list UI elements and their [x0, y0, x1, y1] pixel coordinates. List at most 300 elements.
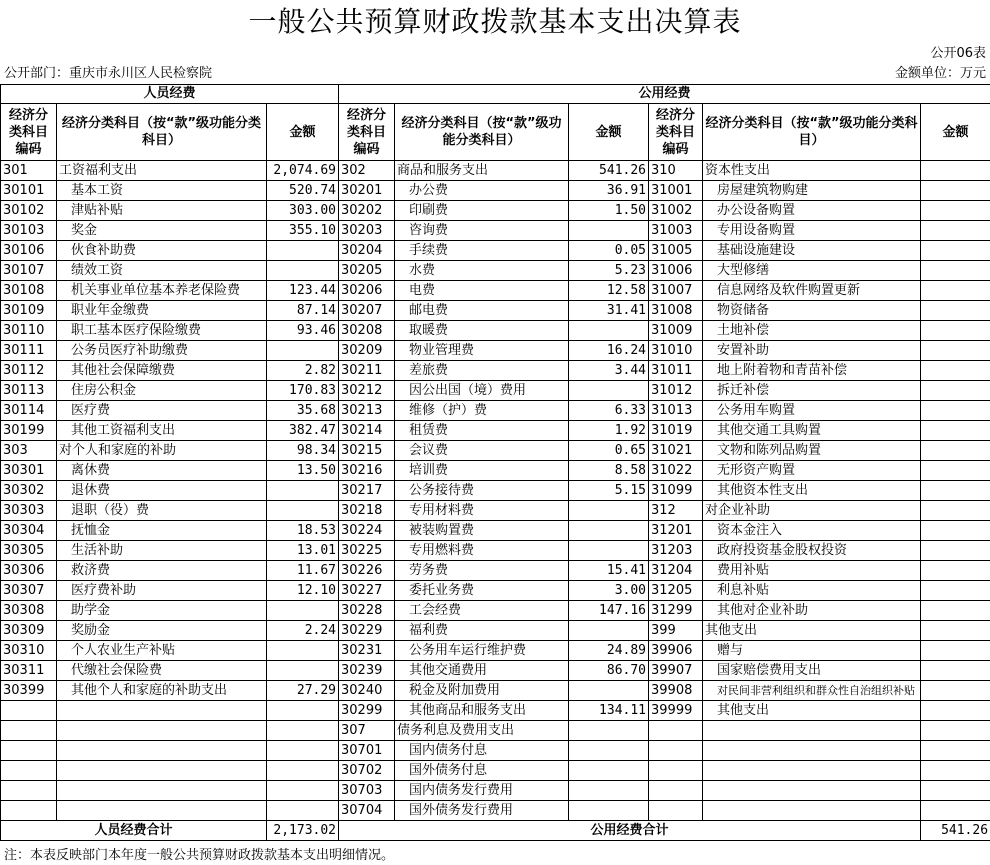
table-row — [1, 421, 990, 441]
code-cell — [649, 761, 703, 781]
code-cell: 31009 — [649, 321, 703, 341]
amount-header: 金额 — [569, 104, 649, 161]
code-cell: 30239 — [339, 661, 395, 681]
item-name-cell: 退职（役）费 — [57, 501, 267, 521]
amount-cell — [921, 341, 990, 361]
item-name-cell: 其他交通工具购置 — [703, 421, 921, 441]
code-cell: 30702 — [339, 761, 395, 781]
code-cell: 30308 — [1, 601, 57, 621]
amount-cell — [921, 561, 990, 581]
item-name-cell: 离休费 — [57, 461, 267, 481]
code-cell: 31299 — [649, 601, 703, 621]
amount-cell: 134.11 — [569, 701, 649, 721]
amount-cell: 16.24 — [569, 341, 649, 361]
amount-cell — [921, 501, 990, 521]
amount-cell — [921, 701, 990, 721]
code-cell: 31204 — [649, 561, 703, 581]
table-row — [1, 581, 990, 601]
code-cell: 39906 — [649, 641, 703, 661]
code-cell: 30240 — [339, 681, 395, 701]
code-cell: 30399 — [1, 681, 57, 701]
code-cell: 302 — [339, 161, 395, 181]
code-header: 经济分类科目编码 — [1, 104, 57, 161]
item-name-cell: 基础设施建设 — [703, 241, 921, 261]
amount-cell: 93.46 — [267, 321, 339, 341]
code-cell — [649, 801, 703, 821]
table-row — [1, 261, 990, 281]
table-number: 公开06表 — [930, 46, 986, 61]
code-cell — [649, 721, 703, 741]
name-header: 经济分类科目（按“款”级功能分类科目） — [703, 104, 921, 161]
amount-cell — [921, 581, 990, 601]
amount-cell — [569, 501, 649, 521]
table-row — [1, 301, 990, 321]
amount-cell — [569, 621, 649, 641]
item-name-cell: 其他商品和服务支出 — [395, 701, 569, 721]
item-name-cell: 国外债务付息 — [395, 761, 569, 781]
item-name-cell — [703, 761, 921, 781]
item-name-cell — [57, 741, 267, 761]
amount-cell: 147.16 — [569, 601, 649, 621]
amount-cell — [921, 301, 990, 321]
code-cell: 31005 — [649, 241, 703, 261]
public-total-value: 541.26 — [921, 821, 990, 841]
item-name-cell: 办公费 — [395, 181, 569, 201]
code-cell: 31001 — [649, 181, 703, 201]
item-name-cell: 其他支出 — [703, 621, 921, 641]
amount-cell — [921, 461, 990, 481]
item-name-cell: 对个人和家庭的补助 — [57, 441, 267, 461]
code-cell: 30103 — [1, 221, 57, 241]
table-row — [1, 661, 990, 681]
amount-cell: 31.41 — [569, 301, 649, 321]
code-cell: 39999 — [649, 701, 703, 721]
code-cell: 30214 — [339, 421, 395, 441]
public-total-label: 公用经费合计 — [339, 821, 921, 841]
amount-cell: 3.44 — [569, 361, 649, 381]
amount-cell: 13.50 — [267, 461, 339, 481]
table-row — [1, 781, 990, 801]
code-cell: 30309 — [1, 621, 57, 641]
amount-cell — [921, 321, 990, 341]
item-name-cell: 公务接待费 — [395, 481, 569, 501]
amount-cell — [267, 801, 339, 821]
code-cell — [1, 741, 57, 761]
amount-cell — [921, 241, 990, 261]
amount-cell — [921, 801, 990, 821]
amount-cell — [267, 241, 339, 261]
amount-cell: 13.01 — [267, 541, 339, 561]
code-cell: 301 — [1, 161, 57, 181]
code-cell — [1, 761, 57, 781]
amount-cell: 27.29 — [267, 681, 339, 701]
code-cell: 31012 — [649, 381, 703, 401]
code-cell: 30306 — [1, 561, 57, 581]
item-name-cell: 奖励金 — [57, 621, 267, 641]
code-cell: 30227 — [339, 581, 395, 601]
amount-cell: 3.00 — [569, 581, 649, 601]
item-name-cell: 其他资本性支出 — [703, 481, 921, 501]
public-section-title: 公用经费 — [339, 85, 990, 104]
table-row — [1, 241, 990, 261]
amount-cell — [921, 761, 990, 781]
item-name-cell — [57, 781, 267, 801]
code-cell: 30112 — [1, 361, 57, 381]
item-name-cell: 拆迁补偿 — [703, 381, 921, 401]
amount-cell — [921, 481, 990, 501]
item-name-cell: 被装购置费 — [395, 521, 569, 541]
amount-cell — [569, 801, 649, 821]
item-name-cell: 伙食补助费 — [57, 241, 267, 261]
table-row — [1, 361, 990, 381]
item-name-cell: 其他支出 — [703, 701, 921, 721]
code-cell: 30108 — [1, 281, 57, 301]
code-cell: 399 — [649, 621, 703, 641]
code-cell: 31019 — [649, 421, 703, 441]
item-name-cell: 因公出国（境）费用 — [395, 381, 569, 401]
code-cell: 30304 — [1, 521, 57, 541]
totals-row — [1, 821, 990, 841]
amount-cell — [921, 641, 990, 661]
table-row — [1, 381, 990, 401]
code-cell: 31006 — [649, 261, 703, 281]
item-name-cell: 国内债务付息 — [395, 741, 569, 761]
item-name-cell — [57, 761, 267, 781]
code-cell: 31007 — [649, 281, 703, 301]
table-row — [1, 621, 990, 641]
table-row — [1, 541, 990, 561]
code-cell: 30218 — [339, 501, 395, 521]
table-row — [1, 761, 990, 781]
code-header: 经济分类科目编码 — [339, 104, 395, 161]
code-cell: 30229 — [339, 621, 395, 641]
code-cell: 30311 — [1, 661, 57, 681]
item-name-cell: 资本性支出 — [703, 161, 921, 181]
code-cell — [649, 741, 703, 761]
amount-cell — [921, 281, 990, 301]
code-cell: 30203 — [339, 221, 395, 241]
code-cell: 30703 — [339, 781, 395, 801]
table-row — [1, 801, 990, 821]
code-cell: 30303 — [1, 501, 57, 521]
item-name-cell: 安置补助 — [703, 341, 921, 361]
item-name-cell — [703, 781, 921, 801]
item-name-cell: 其他个人和家庭的补助支出 — [57, 681, 267, 701]
item-name-cell: 房屋建筑物购建 — [703, 181, 921, 201]
item-name-cell: 地上附着物和青苗补偿 — [703, 361, 921, 381]
item-name-cell: 医疗费 — [57, 401, 267, 421]
item-name-cell: 差旅费 — [395, 361, 569, 381]
amount-cell — [267, 701, 339, 721]
item-name-cell: 电费 — [395, 281, 569, 301]
code-cell: 30202 — [339, 201, 395, 221]
code-cell: 30301 — [1, 461, 57, 481]
amount-cell: 170.83 — [267, 381, 339, 401]
item-name-cell: 土地补偿 — [703, 321, 921, 341]
code-header: 经济分类科目编码 — [649, 104, 703, 161]
personnel-section-title: 人员经费 — [1, 85, 339, 104]
code-cell: 30217 — [339, 481, 395, 501]
amount-cell: 15.41 — [569, 561, 649, 581]
item-name-cell: 会议费 — [395, 441, 569, 461]
amount-cell: 2.82 — [267, 361, 339, 381]
amount-cell: 0.05 — [569, 241, 649, 261]
item-name-cell: 工资福利支出 — [57, 161, 267, 181]
item-name-cell — [703, 741, 921, 761]
item-name-cell: 国内债务发行费用 — [395, 781, 569, 801]
name-header: 经济分类科目（按“款”级功能分类科目） — [57, 104, 267, 161]
item-name-cell: 费用补贴 — [703, 561, 921, 581]
code-cell — [1, 721, 57, 741]
code-cell: 39908 — [649, 681, 703, 701]
amount-cell — [267, 481, 339, 501]
amount-cell: 86.70 — [569, 661, 649, 681]
amount-cell — [921, 221, 990, 241]
code-cell: 31010 — [649, 341, 703, 361]
code-cell: 30208 — [339, 321, 395, 341]
code-cell: 30114 — [1, 401, 57, 421]
item-name-cell: 救济费 — [57, 561, 267, 581]
item-name-cell: 个人农业生产补贴 — [57, 641, 267, 661]
item-name-cell: 赠与 — [703, 641, 921, 661]
footnote: 注：本表反映部门本年度一般公共预算财政拨款基本支出明细情况。 — [4, 848, 395, 863]
item-name-cell: 租赁费 — [395, 421, 569, 441]
amount-cell: 2,074.69 — [267, 161, 339, 181]
table-row — [1, 281, 990, 301]
amount-cell — [267, 641, 339, 661]
code-cell: 30113 — [1, 381, 57, 401]
table-row — [1, 501, 990, 521]
item-name-cell: 国家赔偿费用支出 — [703, 661, 921, 681]
amount-cell — [267, 501, 339, 521]
code-cell: 30305 — [1, 541, 57, 561]
code-cell — [1, 701, 57, 721]
code-cell: 303 — [1, 441, 57, 461]
code-cell: 30228 — [339, 601, 395, 621]
table-row — [1, 641, 990, 661]
code-cell: 30310 — [1, 641, 57, 661]
code-cell: 30307 — [1, 581, 57, 601]
item-name-cell: 专用设备购置 — [703, 221, 921, 241]
table-row — [1, 401, 990, 421]
item-name-cell: 物业管理费 — [395, 341, 569, 361]
code-cell: 30111 — [1, 341, 57, 361]
amount-cell: 5.23 — [569, 261, 649, 281]
amount-cell — [267, 341, 339, 361]
amount-cell: 24.89 — [569, 641, 649, 661]
amount-header: 金额 — [267, 104, 339, 161]
expenditure-table — [0, 84, 990, 841]
amount-cell — [921, 181, 990, 201]
amount-cell: 8.58 — [569, 461, 649, 481]
item-name-cell — [57, 801, 267, 821]
amount-cell: 6.33 — [569, 401, 649, 421]
amount-cell — [921, 781, 990, 801]
code-cell: 30224 — [339, 521, 395, 541]
item-name-cell: 委托业务费 — [395, 581, 569, 601]
code-cell: 30101 — [1, 181, 57, 201]
amount-cell — [267, 741, 339, 761]
item-name-cell: 津贴补贴 — [57, 201, 267, 221]
item-name-cell: 绩效工资 — [57, 261, 267, 281]
item-name-cell: 公务用车运行维护费 — [395, 641, 569, 661]
code-cell: 30211 — [339, 361, 395, 381]
amount-cell — [267, 781, 339, 801]
amount-cell: 382.47 — [267, 421, 339, 441]
code-cell: 31203 — [649, 541, 703, 561]
section-header-row — [1, 85, 990, 104]
amount-cell — [921, 661, 990, 681]
column-header-row — [1, 104, 990, 161]
amount-cell — [569, 541, 649, 561]
code-cell: 31021 — [649, 441, 703, 461]
code-cell: 307 — [339, 721, 395, 741]
code-cell: 31003 — [649, 221, 703, 241]
table-row — [1, 221, 990, 241]
code-cell: 310 — [649, 161, 703, 181]
amount-cell: 303.00 — [267, 201, 339, 221]
amount-cell — [921, 741, 990, 761]
code-cell: 30205 — [339, 261, 395, 281]
table-row — [1, 741, 990, 761]
item-name-cell: 机关事业单位基本养老保险费 — [57, 281, 267, 301]
code-cell — [1, 781, 57, 801]
amount-cell — [569, 721, 649, 741]
item-name-cell: 医疗费补助 — [57, 581, 267, 601]
item-name-cell: 取暖费 — [395, 321, 569, 341]
item-name-cell: 税金及附加费用 — [395, 681, 569, 701]
amount-cell: 1.92 — [569, 421, 649, 441]
item-name-cell: 培训费 — [395, 461, 569, 481]
item-name-cell: 公务用车购置 — [703, 401, 921, 421]
item-name-cell — [703, 801, 921, 821]
item-name-cell: 商品和服务支出 — [395, 161, 569, 181]
amount-cell — [921, 421, 990, 441]
amount-cell: 1.50 — [569, 201, 649, 221]
code-cell: 30215 — [339, 441, 395, 461]
item-name-cell: 其他交通费用 — [395, 661, 569, 681]
code-cell: 31002 — [649, 201, 703, 221]
item-name-cell: 国外债务发行费用 — [395, 801, 569, 821]
code-cell: 30302 — [1, 481, 57, 501]
item-name-cell: 其他对企业补助 — [703, 601, 921, 621]
amount-cell: 36.91 — [569, 181, 649, 201]
table-row — [1, 521, 990, 541]
personnel-total-value: 2,173.02 — [267, 821, 339, 841]
table-row — [1, 681, 990, 701]
amount-cell: 18.53 — [267, 521, 339, 541]
code-cell: 30107 — [1, 261, 57, 281]
item-name-cell: 无形资产购置 — [703, 461, 921, 481]
amount-cell: 87.14 — [267, 301, 339, 321]
amount-cell: 0.65 — [569, 441, 649, 461]
code-cell — [649, 781, 703, 801]
amount-cell: 35.68 — [267, 401, 339, 421]
item-name-cell: 职业年金缴费 — [57, 301, 267, 321]
code-cell: 30106 — [1, 241, 57, 261]
item-name-cell: 专用燃料费 — [395, 541, 569, 561]
amount-cell — [921, 541, 990, 561]
personnel-total-label: 人员经费合计 — [1, 821, 267, 841]
item-name-cell: 利息补贴 — [703, 581, 921, 601]
amount-cell — [569, 681, 649, 701]
table-row — [1, 181, 990, 201]
amount-cell: 98.34 — [267, 441, 339, 461]
name-header: 经济分类科目（按“款”级功能分类科目） — [395, 104, 569, 161]
report-title: 一般公共预算财政拨款基本支出决算表 — [248, 5, 742, 38]
amount-cell — [569, 741, 649, 761]
code-cell: 31099 — [649, 481, 703, 501]
table-row — [1, 561, 990, 581]
amount-cell: 355.10 — [267, 221, 339, 241]
item-name-cell: 其他工资福利支出 — [57, 421, 267, 441]
amount-cell — [569, 521, 649, 541]
code-cell: 31205 — [649, 581, 703, 601]
item-name-cell: 手续费 — [395, 241, 569, 261]
code-cell: 30213 — [339, 401, 395, 421]
code-cell: 31008 — [649, 301, 703, 321]
table-row — [1, 601, 990, 621]
item-name-cell: 对民间非营利组织和群众性自治组织补贴 — [703, 681, 921, 701]
item-name-cell: 大型修缮 — [703, 261, 921, 281]
amount-cell — [921, 441, 990, 461]
code-cell: 30206 — [339, 281, 395, 301]
amount-cell — [921, 161, 990, 181]
amount-cell — [921, 381, 990, 401]
table-row — [1, 341, 990, 361]
item-name-cell: 奖金 — [57, 221, 267, 241]
item-name-cell: 办公设备购置 — [703, 201, 921, 221]
item-name-cell: 工会经费 — [395, 601, 569, 621]
code-cell: 30109 — [1, 301, 57, 321]
table-row — [1, 481, 990, 501]
amount-cell: 12.58 — [569, 281, 649, 301]
item-name-cell: 劳务费 — [395, 561, 569, 581]
code-cell: 31013 — [649, 401, 703, 421]
amount-cell: 123.44 — [267, 281, 339, 301]
amount-cell — [569, 321, 649, 341]
item-name-cell: 生活补助 — [57, 541, 267, 561]
code-cell: 30201 — [339, 181, 395, 201]
amount-cell: 5.15 — [569, 481, 649, 501]
amount-cell — [921, 681, 990, 701]
amount-cell — [921, 361, 990, 381]
amount-cell — [267, 261, 339, 281]
table-row — [1, 321, 990, 341]
item-name-cell: 助学金 — [57, 601, 267, 621]
item-name-cell: 资本金注入 — [703, 521, 921, 541]
item-name-cell: 水费 — [395, 261, 569, 281]
item-name-cell: 物资储备 — [703, 301, 921, 321]
amount-cell — [267, 761, 339, 781]
item-name-cell: 退休费 — [57, 481, 267, 501]
item-name-cell: 咨询费 — [395, 221, 569, 241]
table-row — [1, 201, 990, 221]
code-cell — [1, 801, 57, 821]
code-cell: 30199 — [1, 421, 57, 441]
item-name-cell: 住房公积金 — [57, 381, 267, 401]
item-name-cell: 政府投资基金股权投资 — [703, 541, 921, 561]
table-row — [1, 721, 990, 741]
amount-cell — [921, 201, 990, 221]
code-cell: 30207 — [339, 301, 395, 321]
item-name-cell: 对企业补助 — [703, 501, 921, 521]
code-cell: 31201 — [649, 521, 703, 541]
amount-cell — [267, 661, 339, 681]
amount-cell: 541.26 — [569, 161, 649, 181]
amount-cell: 12.10 — [267, 581, 339, 601]
amount-cell — [569, 381, 649, 401]
